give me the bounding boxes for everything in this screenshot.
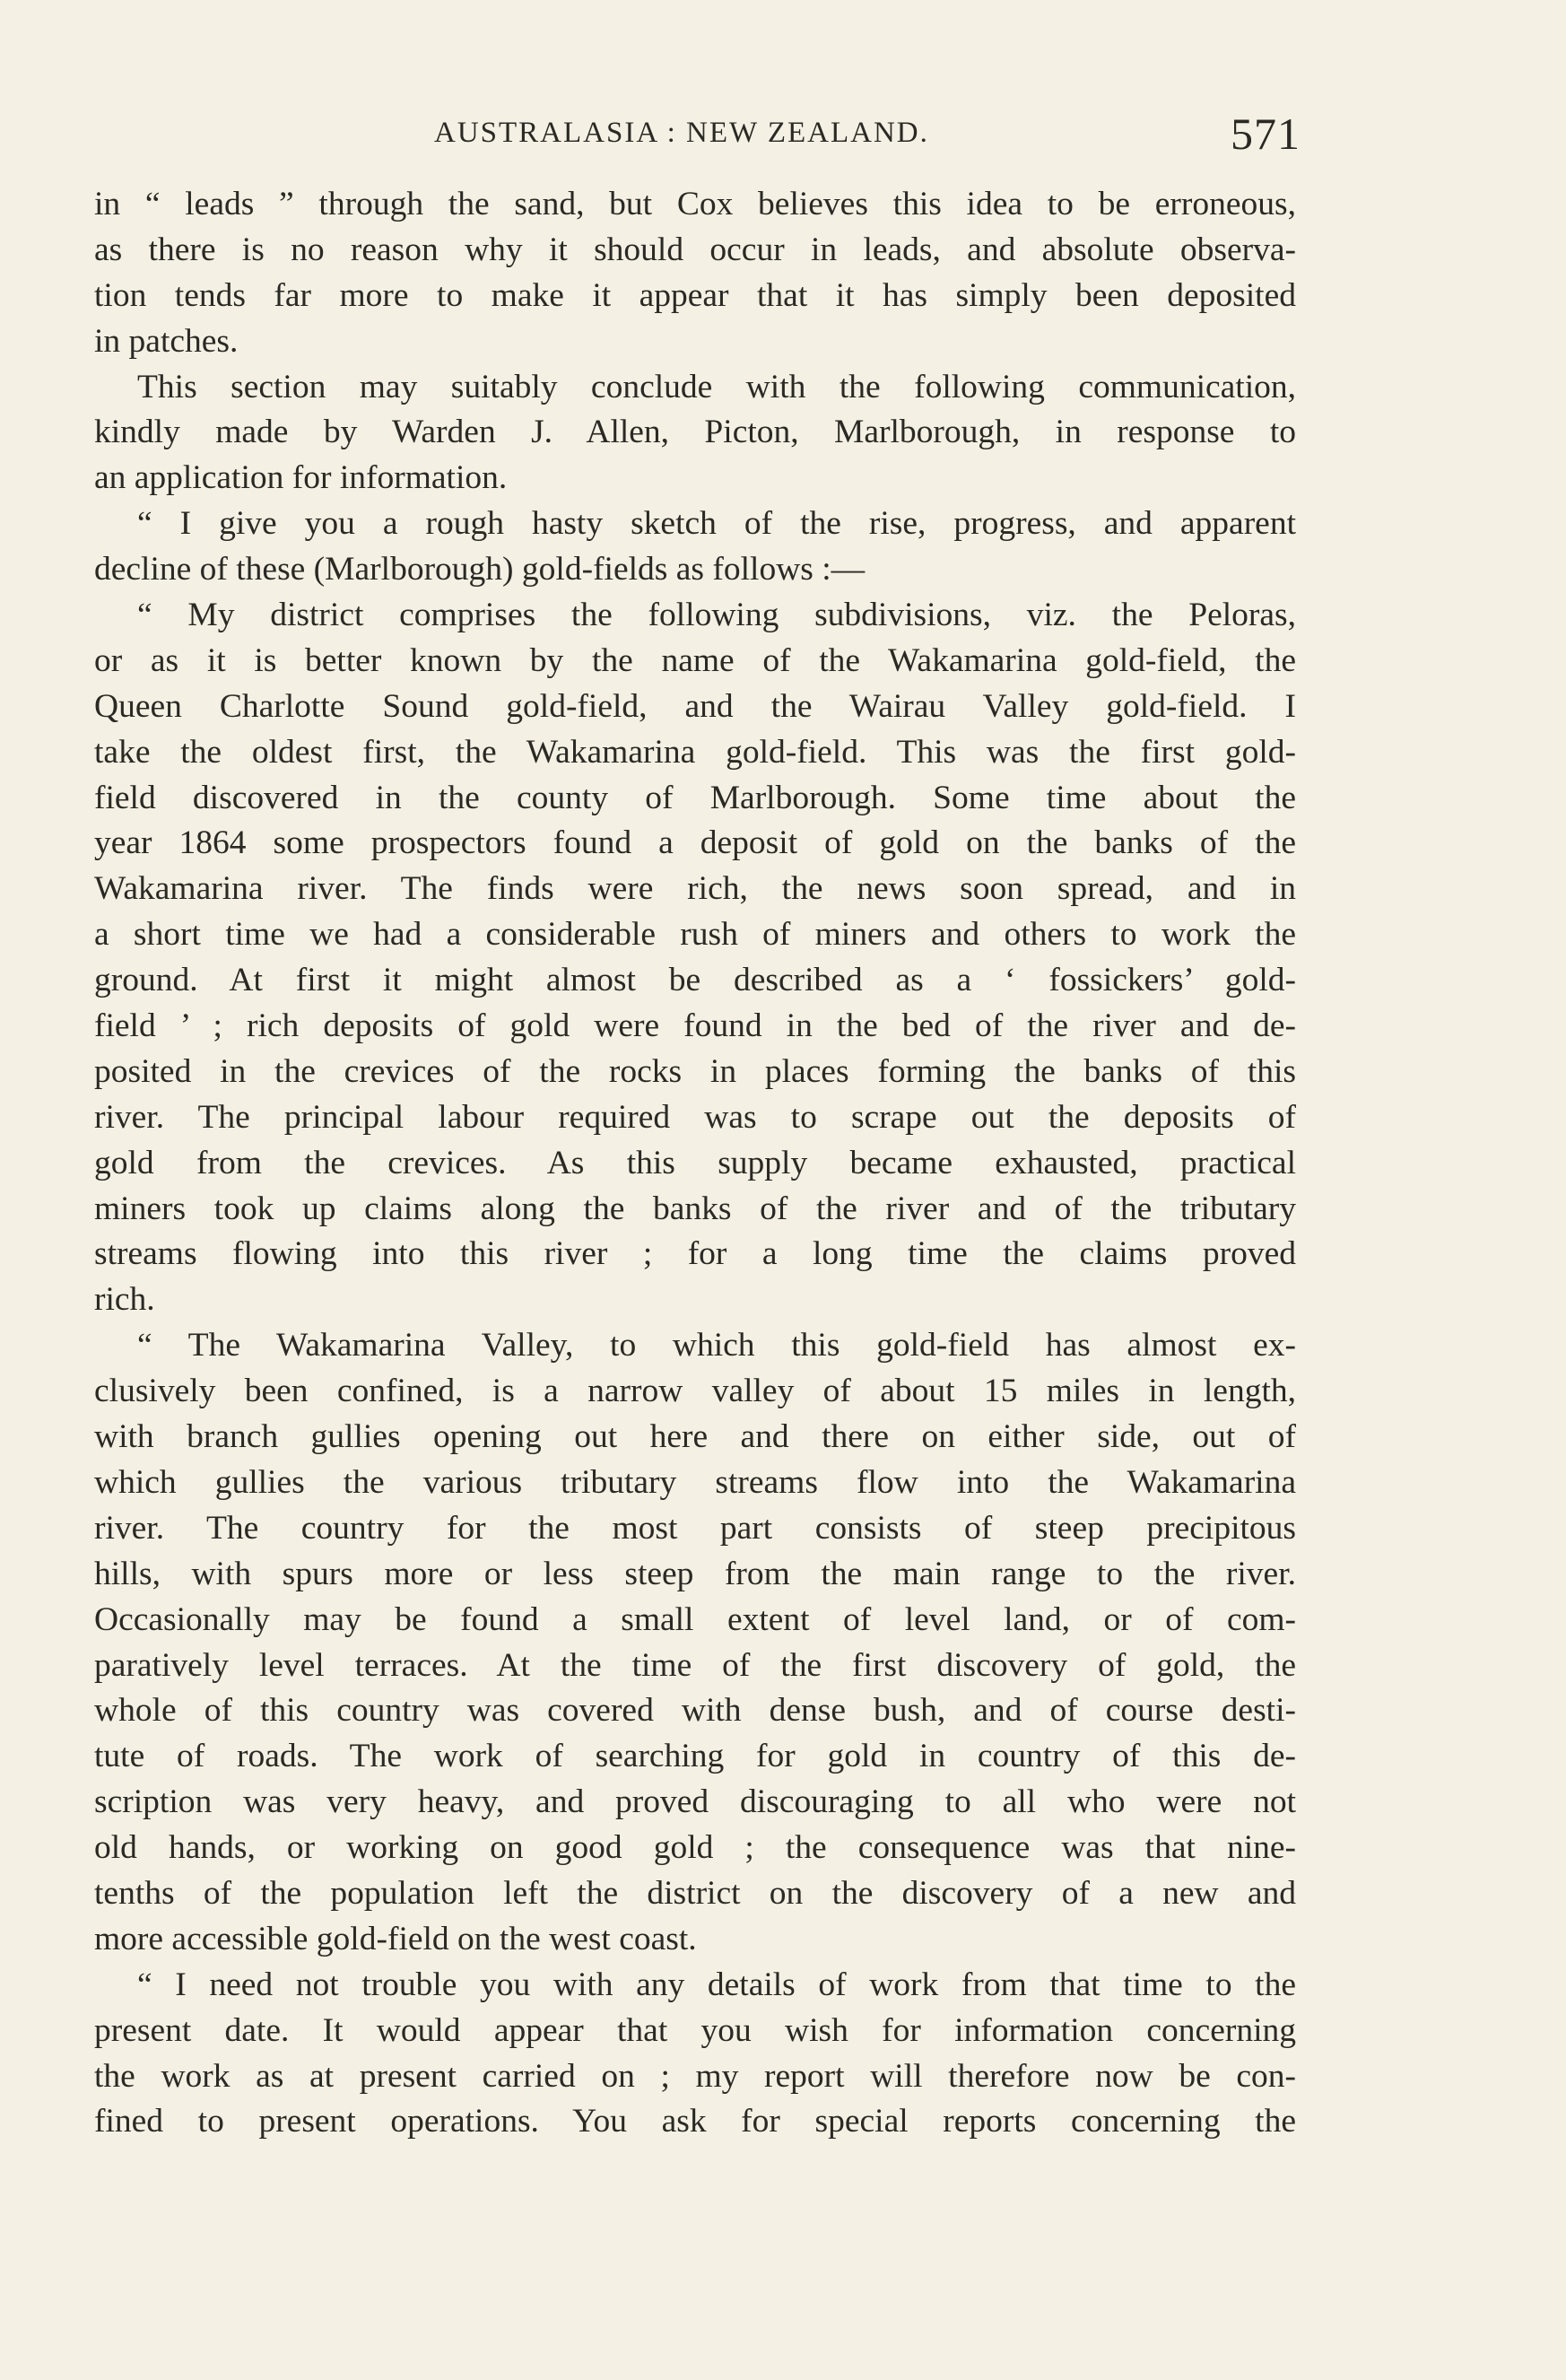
- text-line: hills, with spurs more or less steep from the main range to the river.: [94, 1555, 1296, 1592]
- running-title: AUSTRALASIA : NEW ZEALAND.: [434, 117, 929, 149]
- text-line: old hands, or working on good gold ; the consequence was that nine-: [94, 1829, 1296, 1867]
- text-line: in patches.: [94, 322, 239, 360]
- text-line: an application for information.: [94, 459, 508, 497]
- text-line: This section may suitably conclude with the following communication,: [137, 368, 1296, 405]
- text-line: which gullies the various tributary streams flow into the Wakamarina: [94, 1463, 1296, 1501]
- text-line: in “ leads ” through the sand, but Cox believes this idea to be erroneous,: [94, 186, 1296, 222]
- text-line: Queen Charlotte Sound gold-field, and the Wairau Valley gold-field. I: [94, 687, 1296, 725]
- text-line: the work as at present carried on ; my report will therefore now be con-: [94, 2057, 1296, 2095]
- text-line: whole of this country was covered with dense bush, and of course desti-: [94, 1692, 1296, 1730]
- text-line: present date. It would appear that you wish for information concerning: [94, 2011, 1296, 2049]
- text-line: tenths of the population left the district on the discovery of a new and: [94, 1874, 1296, 1912]
- text-line: ground. At first it might almost be described as a ‘ fossickers’ gold-: [94, 962, 1296, 999]
- text-line: rich.: [94, 1281, 155, 1319]
- text-line: field discovered in the county of Marlborough. Some time about the: [94, 779, 1296, 816]
- text-line: “ My district comprises the following subdivisions, viz. the Peloras,: [137, 597, 1296, 634]
- text-line: kindly made by Warden J. Allen, Picton, Marlborough, in response to: [94, 414, 1296, 451]
- text-line: a short time we had a considerable rush of miners and others to work the: [94, 916, 1296, 954]
- text-line: river. The country for the most part consists of steep precipitous: [94, 1509, 1296, 1547]
- text-line: with branch gullies opening out here and there on either side, out of: [94, 1418, 1296, 1456]
- text-line: Occasionally may be found a small extent of level land, or of com-: [94, 1600, 1296, 1638]
- text-line: as there is no reason why it should occur in leads, and absolute observa-: [94, 231, 1296, 268]
- text-line: field ’ ; rich deposits of gold were found in the bed of the river and de-: [94, 1007, 1296, 1045]
- body-text: [94, 182, 1296, 2145]
- text-line: gold from the crevices. As this supply became exhausted, practical: [94, 1144, 1296, 1181]
- text-line: fined to present operations. You ask for special reports concerning the: [94, 2103, 1296, 2140]
- text-line: Wakamarina river. The finds were rich, the news soon spread, and in: [94, 870, 1296, 908]
- running-head: [0, 108, 1566, 161]
- text-line: miners took up claims along the banks of the river and of the tributary: [94, 1190, 1296, 1227]
- text-line: river. The principal labour required was to scrape out the deposits of: [94, 1098, 1296, 1136]
- text-line: “ I need not trouble you with any details of work from that time to the: [137, 1966, 1296, 2003]
- text-line: paratively level terraces. At the time of the first discovery of gold, the: [94, 1646, 1296, 1684]
- text-line: posited in the crevices of the rocks in places forming the banks of this: [94, 1052, 1296, 1090]
- page-number: 571: [1231, 109, 1301, 159]
- text-line: decline of these (Marlborough) gold-fields as follows :—: [94, 551, 866, 588]
- text-line: take the oldest first, the Wakamarina gold-field. This was the first gold-: [94, 733, 1296, 771]
- text-line: “ The Wakamarina Valley, to which this gold-field has almost ex-: [137, 1327, 1296, 1364]
- text-line: year 1864 some prospectors found a deposit of gold on the banks of the: [94, 824, 1296, 862]
- text-line: scription was very heavy, and proved discouraging to all who were not: [94, 1783, 1296, 1821]
- text-line: or as it is better known by the name of the Wakamarina gold-field, the: [94, 641, 1296, 679]
- text-line: streams flowing into this river ; for a long time the claims proved: [94, 1235, 1296, 1273]
- text-line: “ I give you a rough hasty sketch of the rise, progress, and apparent: [137, 505, 1296, 543]
- text-line: more accessible gold-field on the west coast.: [94, 1920, 697, 1957]
- text-line: clusively been confined, is a narrow valley of about 15 miles in length,: [94, 1373, 1296, 1410]
- text-line: tute of roads. The work of searching for gold in country of this de-: [94, 1738, 1296, 1775]
- text-line: tion tends far more to make it appear that it has simply been deposited: [94, 276, 1296, 314]
